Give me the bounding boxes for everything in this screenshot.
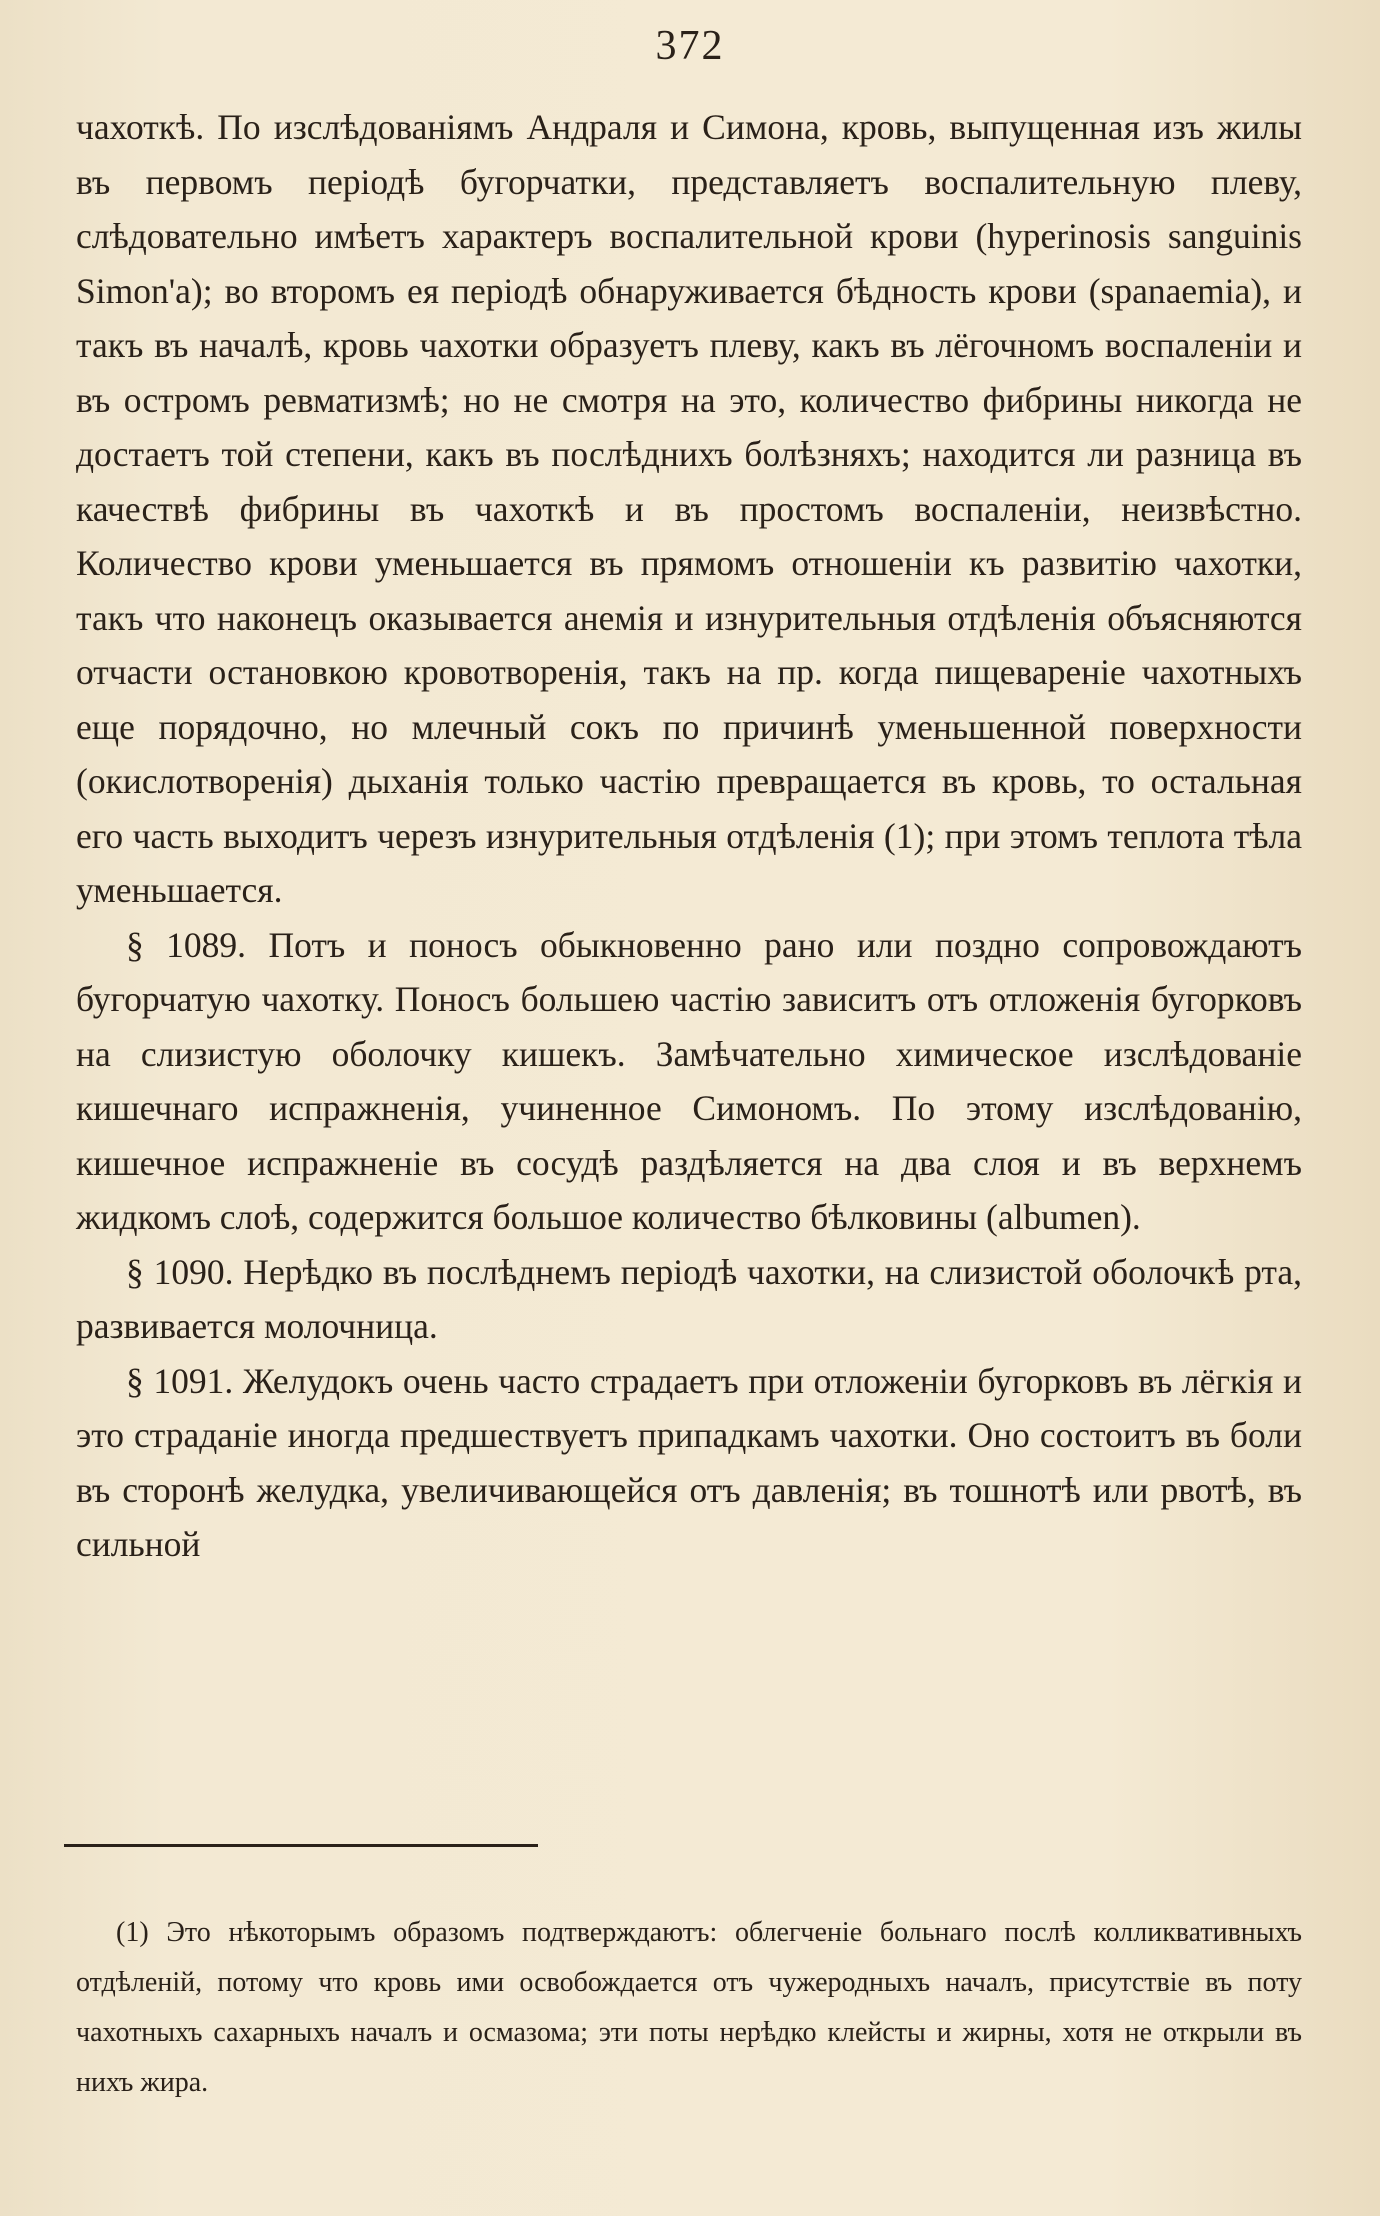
page-number: 372: [655, 23, 725, 69]
paragraph-1090: § 1090. Нерѣдко въ послѣднемъ періодѣ чахотки, на слизистой оболочкѣ рта, развивается молочница.: [76, 1251, 1302, 1346]
body-text: [76, 100, 1302, 1572]
footnote-separator: [64, 1844, 538, 1847]
footnote: (1) Это нѣкоторымъ образомъ подтверждаютъ: облегченіе больнаго послѣ колликвативныхъ отдѣленій, потому что кровь ими освобождается отъ чужеродныхъ началъ, присутствіе въ поту чахотныхъ сахарныхъ началъ и осмазома; эти поты нерѣдко клейсты и жирны, хотя не открыли въ нихъ жира.: [76, 1917, 1302, 2098]
paragraph-1089: § 1089. Потъ и поносъ обыкновенно рано или поздно сопровождаютъ бугорчатую чахотку. Поносъ большею частію зависитъ отъ отложенія бугорковъ на слизистую оболочку кишекъ. Замѣчательно химическое изслѣдованіе кишечнаго испражненія, учиненное Симономъ. По этому изслѣдованію, кишечное испражненіе въ сосудѣ раздѣляется на два слоя и въ верхнемъ жидкомъ слоѣ, содержится большое количество бѣлковины (albumen).: [76, 924, 1302, 1237]
paragraph-continuation: чахоткѣ. По изслѣдованіямъ Андраля и Симона, кровь, выпущенная изъ жилы въ первомъ періодѣ бугорчатки, представляетъ воспалительную плеву, слѣдовательно имѣетъ характеръ воспалительной крови (hyperinosis sanguinis Simon'a); во второмъ ея періодѣ обнаруживается бѣдность крови (spanaemia), и такъ въ началѣ, кровь чахотки образуетъ плеву, какъ въ лёгочномъ воспаленіи и въ остромъ ревматизмѣ; но не смотря на это, количество фибрины никогда не достаетъ той степени, какъ въ послѣднихъ болѣзняхъ; находится ли разница въ качествѣ фибрины въ чахоткѣ и въ простомъ воспаленіи, неизвѣстно. Количество крови уменьшается въ прямомъ отношеніи къ развитію чахотки, такъ что наконецъ оказывается анемія и изнурительныя отдѣленія объясняются отчасти остановкою кровотворенія, такъ на пр. когда пищевареніе чахотныхъ еще порядочно, но млечный сокъ по причинѣ уменьшенной поверхности (окислотворенія) дыханія только частію превращается въ кровь, то остальная его часть выходитъ черезъ изнурительныя отдѣленія (1); при этомъ теплота тѣла уменьшается.: [76, 107, 1302, 910]
paragraph-1091: § 1091. Желудокъ очень часто страдаетъ при отложеніи бугорковъ въ лёгкія и это страданіе иногда предшествуетъ припадкамъ чахотки. Оно состоитъ въ боли въ сторонѣ желудка, увеличивающейся отъ давленія; въ тошнотѣ или рвотѣ, въ сильной: [76, 1360, 1302, 1564]
